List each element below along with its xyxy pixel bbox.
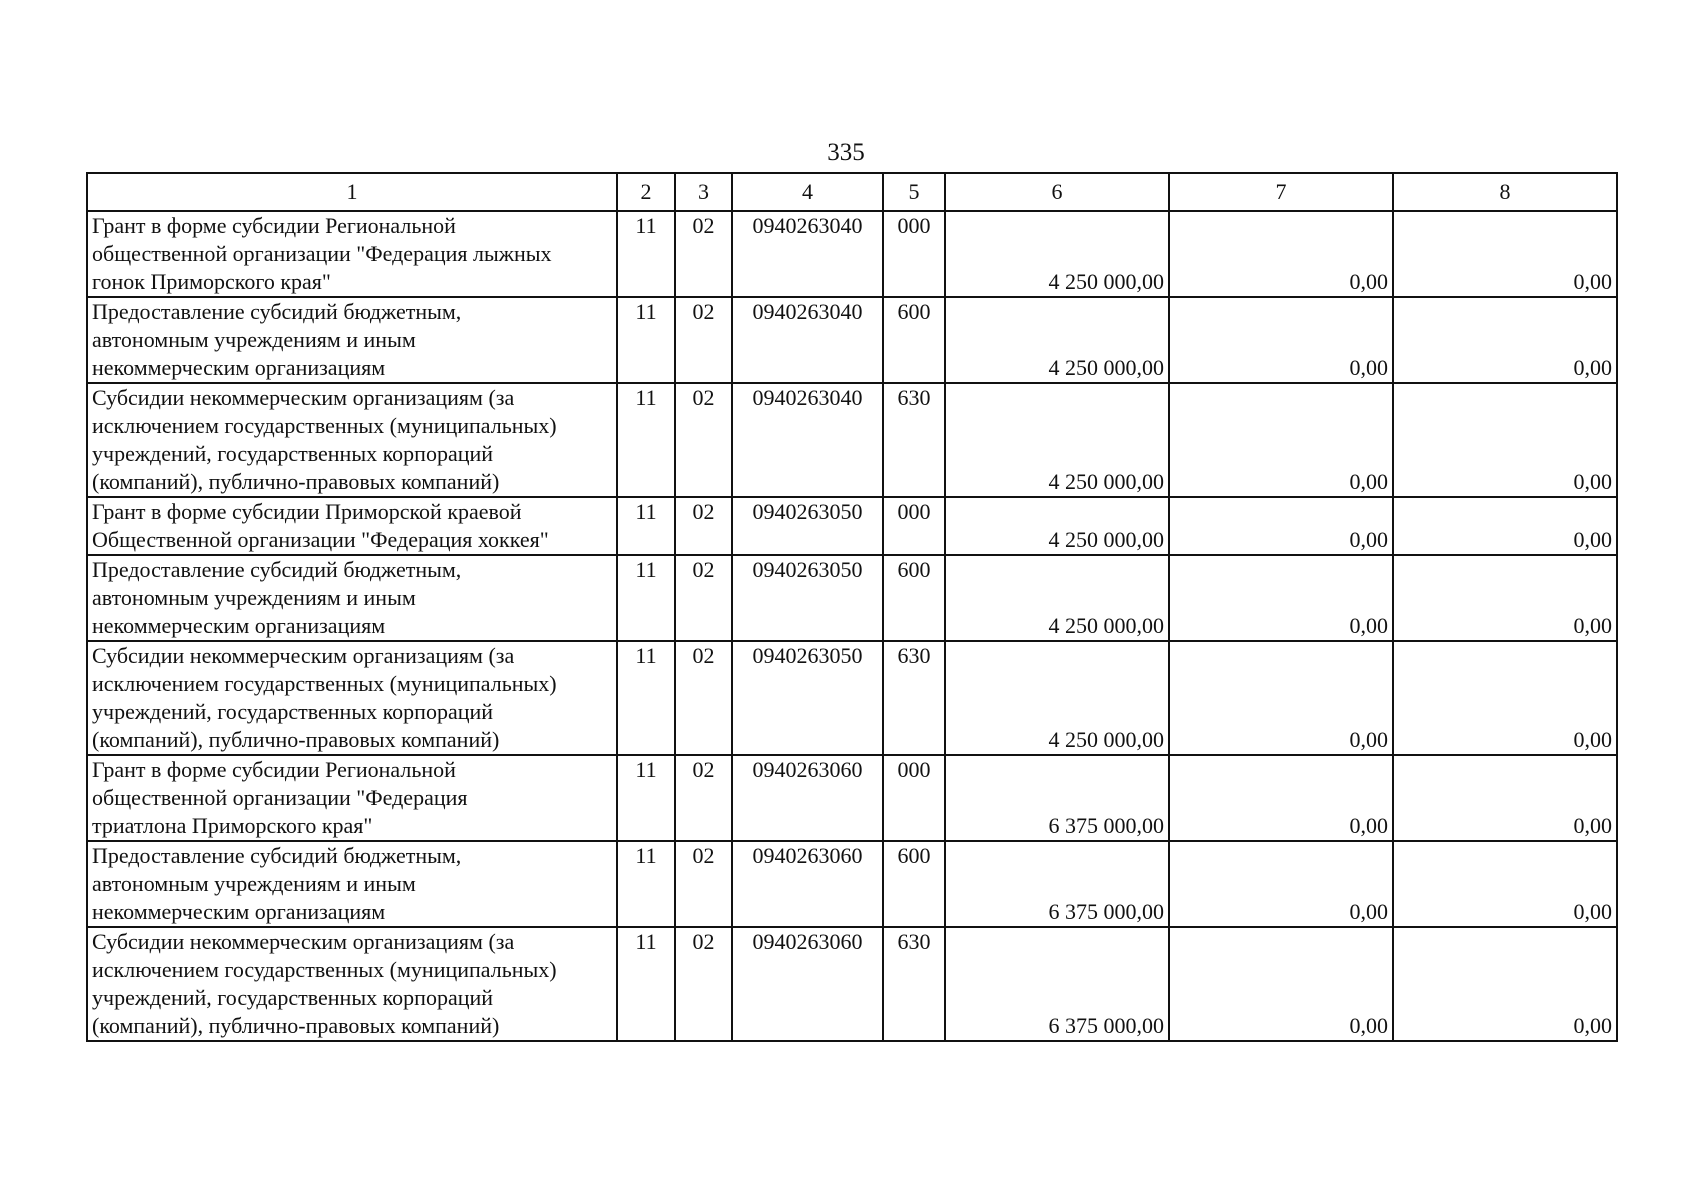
amount-col-7: 0,00 — [1169, 211, 1393, 297]
section-code: 11 — [617, 641, 675, 755]
row-description — [87, 211, 617, 297]
description-line: Грант в форме субсидии Региональной — [92, 213, 456, 238]
section-code: 11 — [617, 927, 675, 1041]
table-row — [87, 555, 1617, 641]
amount-col-8: 0,00 — [1393, 497, 1617, 555]
target-article-code: 0940263050 — [732, 641, 883, 755]
table-header-row — [87, 173, 1617, 211]
section-code: 11 — [617, 841, 675, 927]
table-row — [87, 497, 1617, 555]
subsection-code: 02 — [675, 841, 732, 927]
amount-col-7: 0,00 — [1169, 297, 1393, 383]
subsection-code: 02 — [675, 497, 732, 555]
description-line: (компаний), публично-правовых компаний) — [92, 1013, 500, 1038]
amount-col-6: 4 250 000,00 — [945, 497, 1169, 555]
table-row — [87, 297, 1617, 383]
description-line: Грант в форме субсидии Приморской краевой — [92, 499, 522, 524]
amount-col-7: 0,00 — [1169, 383, 1393, 497]
row-description — [87, 497, 617, 555]
table-row — [87, 841, 1617, 927]
header-cell: 3 — [675, 173, 732, 211]
description-line: учреждений, государственных корпораций — [92, 699, 494, 724]
section-code: 11 — [617, 497, 675, 555]
amount-col-6: 4 250 000,00 — [945, 383, 1169, 497]
description-line: общественной организации "Федерация лыжных — [92, 241, 552, 266]
row-description — [87, 641, 617, 755]
header-cell: 4 — [732, 173, 883, 211]
description-line: гонок Приморского края" — [92, 269, 331, 294]
row-description — [87, 755, 617, 841]
target-article-code: 0940263050 — [732, 497, 883, 555]
description-line: Предоставление субсидий бюджетным, — [92, 843, 462, 868]
target-article-code: 0940263050 — [732, 555, 883, 641]
table-row — [87, 927, 1617, 1041]
expense-type-code: 600 — [883, 297, 945, 383]
row-description — [87, 297, 617, 383]
expense-type-code: 630 — [883, 927, 945, 1041]
description-line: некоммерческим организациям — [92, 613, 386, 638]
expense-type-code: 630 — [883, 641, 945, 755]
amount-col-6: 4 250 000,00 — [945, 297, 1169, 383]
description-line: Субсидии некоммерческим организациям (за — [92, 929, 515, 954]
row-description — [87, 555, 617, 641]
amount-col-7: 0,00 — [1169, 555, 1393, 641]
description-line: учреждений, государственных корпораций — [92, 985, 494, 1010]
section-code: 11 — [617, 383, 675, 497]
table-row — [87, 755, 1617, 841]
table-row — [87, 211, 1617, 297]
amount-col-8: 0,00 — [1393, 841, 1617, 927]
subsection-code: 02 — [675, 555, 732, 641]
table-row — [87, 383, 1617, 497]
description-line: исключением государственных (муниципальных) — [92, 671, 557, 696]
expense-type-code: 000 — [883, 497, 945, 555]
header-cell: 1 — [87, 173, 617, 211]
amount-col-8: 0,00 — [1393, 297, 1617, 383]
description-line: Общественной организации "Федерация хоккея" — [92, 527, 549, 552]
description-line: исключением государственных (муниципальных) — [92, 413, 557, 438]
description-line: некоммерческим организациям — [92, 355, 386, 380]
amount-col-8: 0,00 — [1393, 383, 1617, 497]
target-article-code: 0940263040 — [732, 383, 883, 497]
description-line: Предоставление субсидий бюджетным, — [92, 299, 462, 324]
budget-table — [86, 172, 1618, 1042]
header-cell: 6 — [945, 173, 1169, 211]
amount-col-7: 0,00 — [1169, 641, 1393, 755]
description-line: Грант в форме субсидии Региональной — [92, 757, 456, 782]
description-line: исключением государственных (муниципальных) — [92, 957, 557, 982]
subsection-code: 02 — [675, 211, 732, 297]
header-cell: 7 — [1169, 173, 1393, 211]
amount-col-6: 4 250 000,00 — [945, 641, 1169, 755]
amount-col-8: 0,00 — [1393, 641, 1617, 755]
description-line: Субсидии некоммерческим организациям (за — [92, 643, 515, 668]
amount-col-7: 0,00 — [1169, 497, 1393, 555]
row-description — [87, 841, 617, 927]
amount-col-6: 6 375 000,00 — [945, 927, 1169, 1041]
section-code: 11 — [617, 755, 675, 841]
header-cell: 5 — [883, 173, 945, 211]
description-line: общественной организации "Федерация — [92, 785, 468, 810]
section-code: 11 — [617, 555, 675, 641]
description-line: учреждений, государственных корпораций — [92, 441, 494, 466]
amount-col-6: 4 250 000,00 — [945, 555, 1169, 641]
description-line: (компаний), публично-правовых компаний) — [92, 727, 500, 752]
expense-type-code: 600 — [883, 555, 945, 641]
subsection-code: 02 — [675, 927, 732, 1041]
description-line: Предоставление субсидий бюджетным, — [92, 557, 462, 582]
description-line: некоммерческим организациям — [92, 899, 386, 924]
row-description — [87, 927, 617, 1041]
amount-col-6: 4 250 000,00 — [945, 211, 1169, 297]
amount-col-7: 0,00 — [1169, 755, 1393, 841]
section-code: 11 — [617, 211, 675, 297]
subsection-code: 02 — [675, 297, 732, 383]
amount-col-8: 0,00 — [1393, 755, 1617, 841]
description-line: автономным учреждениям и иным — [92, 585, 416, 610]
target-article-code: 0940263060 — [732, 755, 883, 841]
subsection-code: 02 — [675, 641, 732, 755]
target-article-code: 0940263040 — [732, 211, 883, 297]
section-code: 11 — [617, 297, 675, 383]
description-line: автономным учреждениям и иным — [92, 327, 416, 352]
expense-type-code: 630 — [883, 383, 945, 497]
expense-type-code: 000 — [883, 755, 945, 841]
expense-type-code: 000 — [883, 211, 945, 297]
description-line: (компаний), публично-правовых компаний) — [92, 469, 500, 494]
amount-col-8: 0,00 — [1393, 555, 1617, 641]
description-line: триатлона Приморского края" — [92, 813, 373, 838]
amount-col-6: 6 375 000,00 — [945, 755, 1169, 841]
target-article-code: 0940263060 — [732, 927, 883, 1041]
amount-col-8: 0,00 — [1393, 927, 1617, 1041]
amount-col-7: 0,00 — [1169, 927, 1393, 1041]
target-article-code: 0940263040 — [732, 297, 883, 383]
subsection-code: 02 — [675, 755, 732, 841]
row-description — [87, 383, 617, 497]
page-number: 335 — [827, 139, 865, 166]
subsection-code: 02 — [675, 383, 732, 497]
description-line: Субсидии некоммерческим организациям (за — [92, 385, 515, 410]
amount-col-7: 0,00 — [1169, 841, 1393, 927]
amount-col-6: 6 375 000,00 — [945, 841, 1169, 927]
header-cell: 8 — [1393, 173, 1617, 211]
amount-col-8: 0,00 — [1393, 211, 1617, 297]
target-article-code: 0940263060 — [732, 841, 883, 927]
expense-type-code: 600 — [883, 841, 945, 927]
description-line: автономным учреждениям и иным — [92, 871, 416, 896]
header-cell: 2 — [617, 173, 675, 211]
table-row — [87, 641, 1617, 755]
